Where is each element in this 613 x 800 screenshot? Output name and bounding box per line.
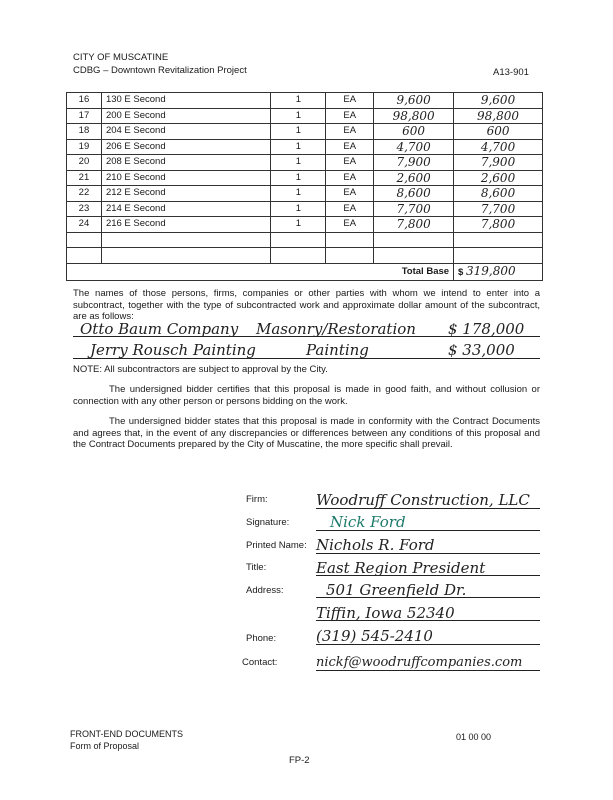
- item-unit: EA: [326, 201, 374, 217]
- item-unit: EA: [326, 155, 374, 171]
- sub1-name: Otto Baum Company: [80, 320, 239, 338]
- conformity-paragraph: The undersigned bidder states that this proposal is made in conformity with the Contract Documents and agrees that, in the event of any discrepancies or differences between any conditions of this proposal and the Contract Documents prepared by the City of Muscatine, the more specific shall prevail.: [73, 416, 540, 450]
- item-description: 214 E Second: [101, 201, 271, 217]
- printed-name-value: Nichols R. Ford: [316, 536, 435, 554]
- item-description: 130 E Second: [101, 93, 271, 109]
- item-unit: EA: [326, 93, 374, 109]
- extended-price: 600: [454, 124, 543, 140]
- signature: Nick Ford: [330, 513, 406, 531]
- extended-price: 98,800: [454, 108, 543, 124]
- item-number: 16: [67, 93, 102, 109]
- item-number: 23: [67, 201, 102, 217]
- unit-price: 600: [374, 124, 454, 140]
- good-faith-paragraph: The undersigned bidder certifies that this proposal is made in good faith, and without collusion or connection with any other person or persons bidding on the work.: [73, 384, 540, 407]
- sub1-amount: $ 178,000: [448, 320, 525, 338]
- item-quantity: 1: [271, 155, 326, 171]
- extended-price: 7,800: [454, 217, 543, 233]
- title-value: East Region President: [316, 559, 486, 577]
- project-code: A13-901: [493, 67, 529, 78]
- item-description: 216 E Second: [101, 217, 271, 233]
- item-unit: EA: [326, 186, 374, 202]
- title-label: Title:: [246, 562, 267, 573]
- item-number: 20: [67, 155, 102, 171]
- table-row: [67, 139, 543, 155]
- total-row: [67, 263, 543, 280]
- item-quantity: 1: [271, 139, 326, 155]
- firm-label: Firm:: [246, 494, 268, 505]
- phone-value: (319) 545-2410: [316, 627, 433, 645]
- extended-price: 4,700: [454, 139, 543, 155]
- footer-form: Form of Proposal: [70, 741, 140, 751]
- contact-label: Contact:: [242, 657, 278, 668]
- table-row: [67, 155, 543, 171]
- item-description: 206 E Second: [101, 139, 271, 155]
- item-number: 22: [67, 186, 102, 202]
- item-number: 19: [67, 139, 102, 155]
- item-quantity: 1: [271, 124, 326, 140]
- address-line1: 501 Greenfield Dr.: [326, 581, 467, 599]
- item-quantity: 1: [271, 93, 326, 109]
- footer-section: FRONT-END DOCUMENTS: [70, 729, 183, 739]
- firm-value: Woodruff Construction, LLC: [316, 491, 530, 509]
- item-number: 17: [67, 108, 102, 124]
- table-row: [67, 186, 543, 202]
- item-quantity: 1: [271, 201, 326, 217]
- sub2-work: Painting: [306, 341, 369, 359]
- total-value: 319,800: [465, 263, 516, 278]
- sub2-name: Jerry Rousch Painting: [90, 341, 256, 359]
- table-row: [67, 124, 543, 140]
- unit-price: 9,600: [374, 93, 454, 109]
- item-number: 21: [67, 170, 102, 186]
- contact-value: nickf@woodruffcompanies.com: [316, 655, 523, 670]
- item-number: 18: [67, 124, 102, 140]
- bid-table: [66, 92, 543, 281]
- extended-price: 8,600: [454, 186, 543, 202]
- table-row: [67, 93, 543, 109]
- item-description: 212 E Second: [101, 186, 271, 202]
- item-quantity: 1: [271, 170, 326, 186]
- blank-row: [67, 248, 543, 264]
- table-row: [67, 201, 543, 217]
- table-row: [67, 108, 543, 124]
- signature-label: Signature:: [246, 517, 290, 528]
- subcontract-intro: The names of those persons, firms, companies or other parties with whom we intend to enter into a subcontract, together with the type of subcontracted work and approximate dollar amount of the subcontract, are as follows:: [73, 288, 540, 322]
- item-description: 208 E Second: [101, 155, 271, 171]
- unit-price: 7,800: [374, 217, 454, 233]
- item-number: 24: [67, 217, 102, 233]
- address-line2: Tiffin, Iowa 52340: [316, 604, 455, 622]
- total-currency: $: [458, 266, 464, 278]
- address-label: Address:: [246, 585, 284, 596]
- table-row: [67, 170, 543, 186]
- item-quantity: 1: [271, 108, 326, 124]
- extended-price: 7,900: [454, 155, 543, 171]
- unit-price: 4,700: [374, 139, 454, 155]
- page-number: FP-2: [289, 755, 310, 766]
- extended-price: 9,600: [454, 93, 543, 109]
- total-label: Total Base: [67, 263, 454, 280]
- note: NOTE: All subcontractors are subject to approval by the City.: [73, 364, 328, 375]
- sub2-amount: $ 33,000: [448, 341, 515, 359]
- project-name: CDBG – Downtown Revitalization Project: [73, 65, 247, 76]
- blank-row: [67, 232, 543, 248]
- extended-price: 7,700: [454, 201, 543, 217]
- item-description: 200 E Second: [101, 108, 271, 124]
- table-row: [67, 217, 543, 233]
- item-unit: EA: [326, 124, 374, 140]
- item-unit: EA: [326, 170, 374, 186]
- phone-label: Phone:: [246, 633, 277, 644]
- unit-price: 98,800: [374, 108, 454, 124]
- item-description: 210 E Second: [101, 170, 271, 186]
- item-quantity: 1: [271, 186, 326, 202]
- unit-price: 7,900: [374, 155, 454, 171]
- item-unit: EA: [326, 139, 374, 155]
- unit-price: 7,700: [374, 201, 454, 217]
- printed-name-label: Printed Name:: [246, 540, 307, 551]
- unit-price: 8,600: [374, 186, 454, 202]
- extended-price: 2,600: [454, 170, 543, 186]
- item-unit: EA: [326, 108, 374, 124]
- footer-code: 01 00 00: [456, 732, 492, 742]
- unit-price: 2,600: [374, 170, 454, 186]
- org-name: CITY OF MUSCATINE: [73, 52, 169, 63]
- item-unit: EA: [326, 217, 374, 233]
- item-quantity: 1: [271, 217, 326, 233]
- item-description: 204 E Second: [101, 124, 271, 140]
- sub1-work: Masonry/Restoration: [256, 320, 416, 338]
